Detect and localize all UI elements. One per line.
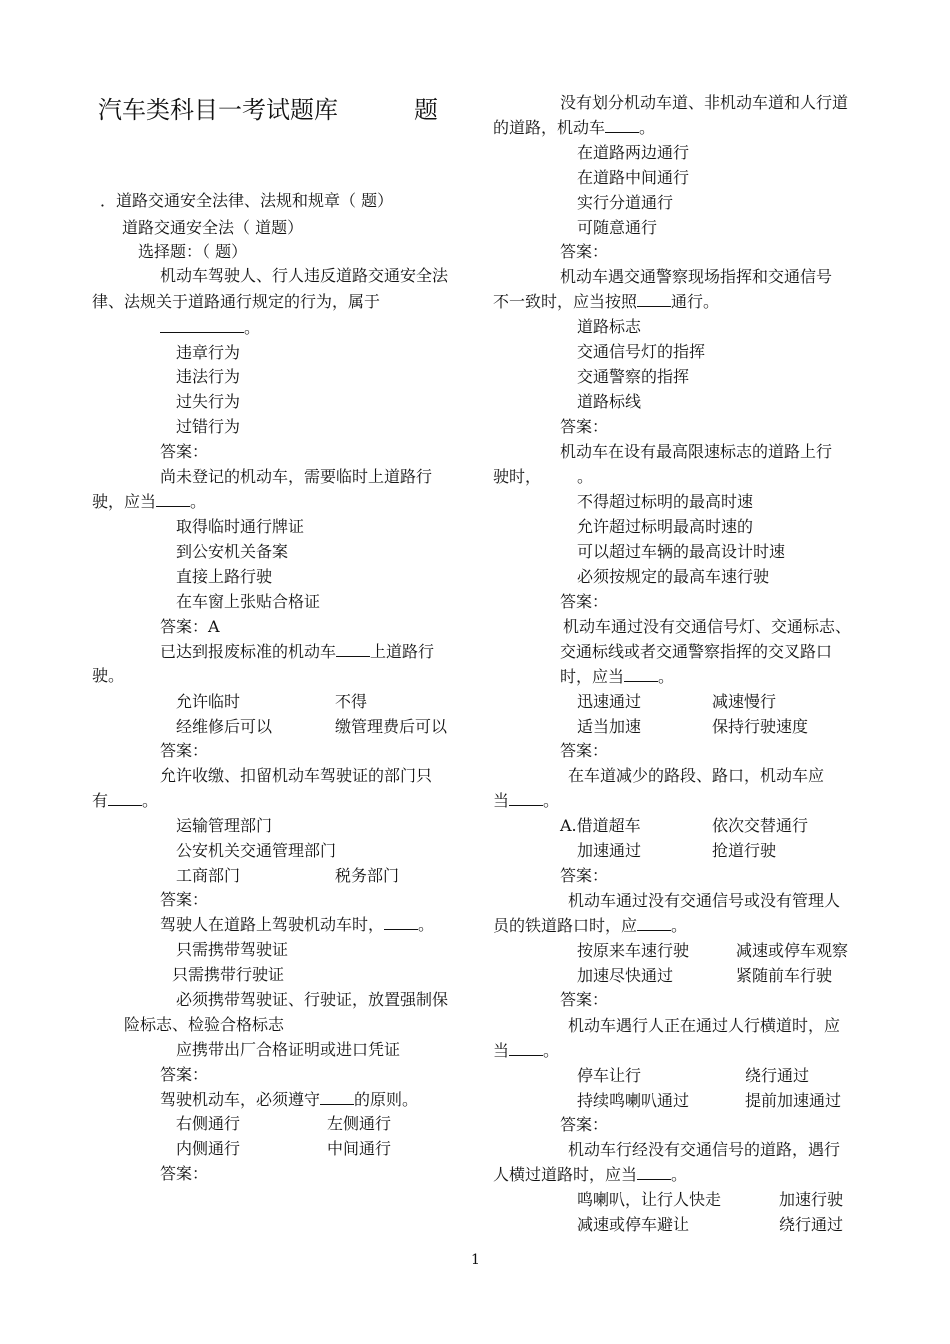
question-13-option-c: 持续鸣喇叭通过 [577,1091,690,1110]
question-12-option-a: 按原来车速行驶 [577,941,690,960]
question-8-line1: 机动车遇交通警察现场指挥和交通信号 [560,267,833,286]
answer-blank [509,791,543,806]
question-2-option-c: 直接上路行驶 [176,567,273,586]
question-3-option-c: 经维修后可以 [176,717,273,736]
question-12-option-d: 紧随前车行驶 [736,966,833,985]
question-8-answer: 答案： [560,417,609,436]
question-9-line1: 机动车在设有最高限速标志的道路上行 [560,442,833,461]
question-3-option-a: 允许临时 [176,692,241,711]
question-1-blank: 。 [160,318,260,338]
question-8-line2: 不一致时，应当按照 通行。 [493,292,720,311]
question-7-option-c: 实行分道通行 [577,193,674,212]
question-3-option-b: 不得 [335,692,368,711]
question-1-option-b: 违法行为 [176,367,241,386]
question-1-option-a: 违章行为 [176,343,241,362]
question-2-option-d: 在车窗上张贴合格证 [176,592,321,611]
question-3-option-d: 缴管理费后可以 [335,717,448,736]
question-5-option-c: 必须携带驾驶证、行驶证，放置强制保 [176,990,449,1009]
answer-blank [384,915,418,930]
question-7-line1: 没有划分机动车道、非机动车道和人行道 [560,93,849,112]
question-14-option-c: 减速或停车避让 [577,1215,690,1234]
question-1-option-c: 过失行为 [176,392,241,411]
question-1-line2: 律、法规关于道路通行规定的行为，属于 [92,292,381,311]
question-11-option-b: 依次交替通行 [712,816,809,835]
question-7-line2: 的道路，机动车 。 [493,118,656,137]
question-3-line1: 已达到报废标准的机动车 上道路行 [160,642,435,661]
page-title: 汽车类科目一考试题库 [98,96,338,124]
question-14-option-a: 鸣喇叭，让行人快走 [577,1190,722,1209]
question-12-option-c: 加速尽快通过 [577,966,674,985]
choice-heading: 选择题：（ 题） [138,242,248,261]
question-7-option-b: 在道路中间通行 [577,168,690,187]
question-5-option-d: 应携带出厂合格证明或进口凭证 [176,1040,401,1059]
question-14-line2: 人横过道路时，应当 。 [493,1165,688,1184]
question-6-option-b: 左侧通行 [327,1114,392,1133]
question-12-line2: 员的铁道路口时，应 。 [493,916,688,935]
question-5-line1: 驾驶人在道路上驾驶机动车时， 。 [160,915,435,934]
question-9-end: 。 [577,467,594,486]
question-13-line2: 当 。 [493,1041,560,1060]
question-9-line2: 驶时， [493,467,542,486]
question-11-option-d: 抢道行驶 [712,841,777,860]
question-11-option-c: 加速通过 [577,841,642,860]
question-4-option-c: 工商部门 [176,866,241,885]
question-5-option-c-cont: 险标志、检验合格标志 [124,1015,285,1034]
answer-blank [637,916,671,931]
question-4-option-d: 税务部门 [335,866,400,885]
question-4-line2: 有 。 [92,791,159,810]
question-6-option-a: 右侧通行 [176,1114,241,1133]
question-13-answer: 答案： [560,1115,609,1134]
question-2-line2: 驶，应当 。 [92,492,207,511]
question-9-answer: 答案： [560,592,609,611]
question-6-answer: 答案： [160,1164,209,1183]
question-1-option-d: 过错行为 [176,417,241,436]
answer-blank [637,292,671,307]
question-2-line1: 尚未登记的机动车，需要临时上道路行 [160,467,433,486]
question-7-answer: 答案： [560,242,609,261]
answer-blank [160,318,244,333]
answer-blank [320,1090,354,1105]
section-heading: ．道路交通安全法律、法规和规章（ 题） [100,191,394,210]
answer-blank [605,118,639,133]
question-8-option-d: 道路标线 [577,392,642,411]
question-13-option-a: 停车让行 [577,1066,642,1085]
answer-blank [624,667,658,682]
answer-blank [509,1041,543,1056]
question-9-option-d: 必须按规定的最高车速行驶 [577,567,770,586]
question-6-line1: 驾驶机动车，必须遵守 的原则。 [160,1090,419,1109]
question-3-line2: 驶。 [92,666,125,685]
question-10-line2: 交通标线或者交通警察指挥的交叉路口 [560,642,833,661]
question-10-option-c: 适当加速 [577,717,642,736]
answer-blank [637,1165,671,1180]
question-14-line1: 机动车行经没有交通信号的道路，遇行 [568,1140,841,1159]
question-13-option-d: 提前加速通过 [745,1091,842,1110]
page-number: 1 [471,1252,480,1268]
question-5-option-b: 只需携带行驶证 [172,965,285,984]
question-11-line1: 在车道减少的路段、路口，机动车应 [568,766,825,785]
answer-blank [336,642,370,657]
question-12-option-b: 减速或停车观察 [736,941,849,960]
question-12-answer: 答案： [560,990,609,1009]
question-6-option-d: 中间通行 [327,1139,392,1158]
question-1-answer: 答案： [160,442,209,461]
question-14-option-d: 绕行通过 [779,1215,844,1234]
question-2-option-b: 到公安机关备案 [176,542,289,561]
question-9-option-a: 不得超过标明的最高时速 [577,492,754,511]
question-1-line1: 机动车驾驶人、行人违反道路交通安全法 [160,266,449,285]
question-5-answer: 答案： [160,1065,209,1084]
question-13-option-b: 绕行通过 [745,1066,810,1085]
question-10-option-b: 减速慢行 [712,692,777,711]
question-4-option-b: 公安机关交通管理部门 [176,841,337,860]
question-11-answer: 答案： [560,866,609,885]
question-9-option-c: 可以超过车辆的最高设计时速 [577,542,786,561]
answer-blank [156,492,190,507]
question-9-option-b: 允许超过标明最高时速的 [577,517,754,536]
question-7-option-d: 可随意通行 [577,218,658,237]
question-11-option-a: A.借道超车 [560,816,641,835]
question-8-option-a: 道路标志 [577,317,642,336]
question-13-line1: 机动车遇行人正在通过人行横道时，应 [568,1016,841,1035]
question-10-line3: 时，应当 。 [560,667,675,686]
subsection-heading: 道路交通安全法（ 道题） [122,218,304,237]
question-8-option-b: 交通信号灯的指挥 [577,342,706,361]
question-3-answer: 答案： [160,741,209,760]
question-4-option-a: 运输管理部门 [176,816,273,835]
question-7-option-a: 在道路两边通行 [577,143,690,162]
question-5-option-a: 只需携带驾驶证 [176,940,289,959]
question-4-answer: 答案： [160,890,209,909]
question-6-option-c: 内侧通行 [176,1139,241,1158]
answer-blank [108,791,142,806]
question-8-option-c: 交通警察的指挥 [577,367,690,386]
question-11-line2: 当 。 [493,791,560,810]
question-10-answer: 答案： [560,741,609,760]
question-2-option-a: 取得临时通行牌证 [176,517,305,536]
question-4-line1: 允许收缴、扣留机动车驾驶证的部门只 [160,766,433,785]
question-10-option-d: 保持行驶速度 [712,717,809,736]
question-12-line1: 机动车通过没有交通信号或没有管理人 [568,891,841,910]
question-2-answer: 答案：A [160,617,220,636]
question-10-option-a: 迅速通过 [577,692,642,711]
question-14-option-b: 加速行驶 [779,1190,844,1209]
question-10-line1: 机动车通过没有交通信号灯、交通标志、 [563,617,852,636]
page-title-suffix: 题 [414,96,438,124]
